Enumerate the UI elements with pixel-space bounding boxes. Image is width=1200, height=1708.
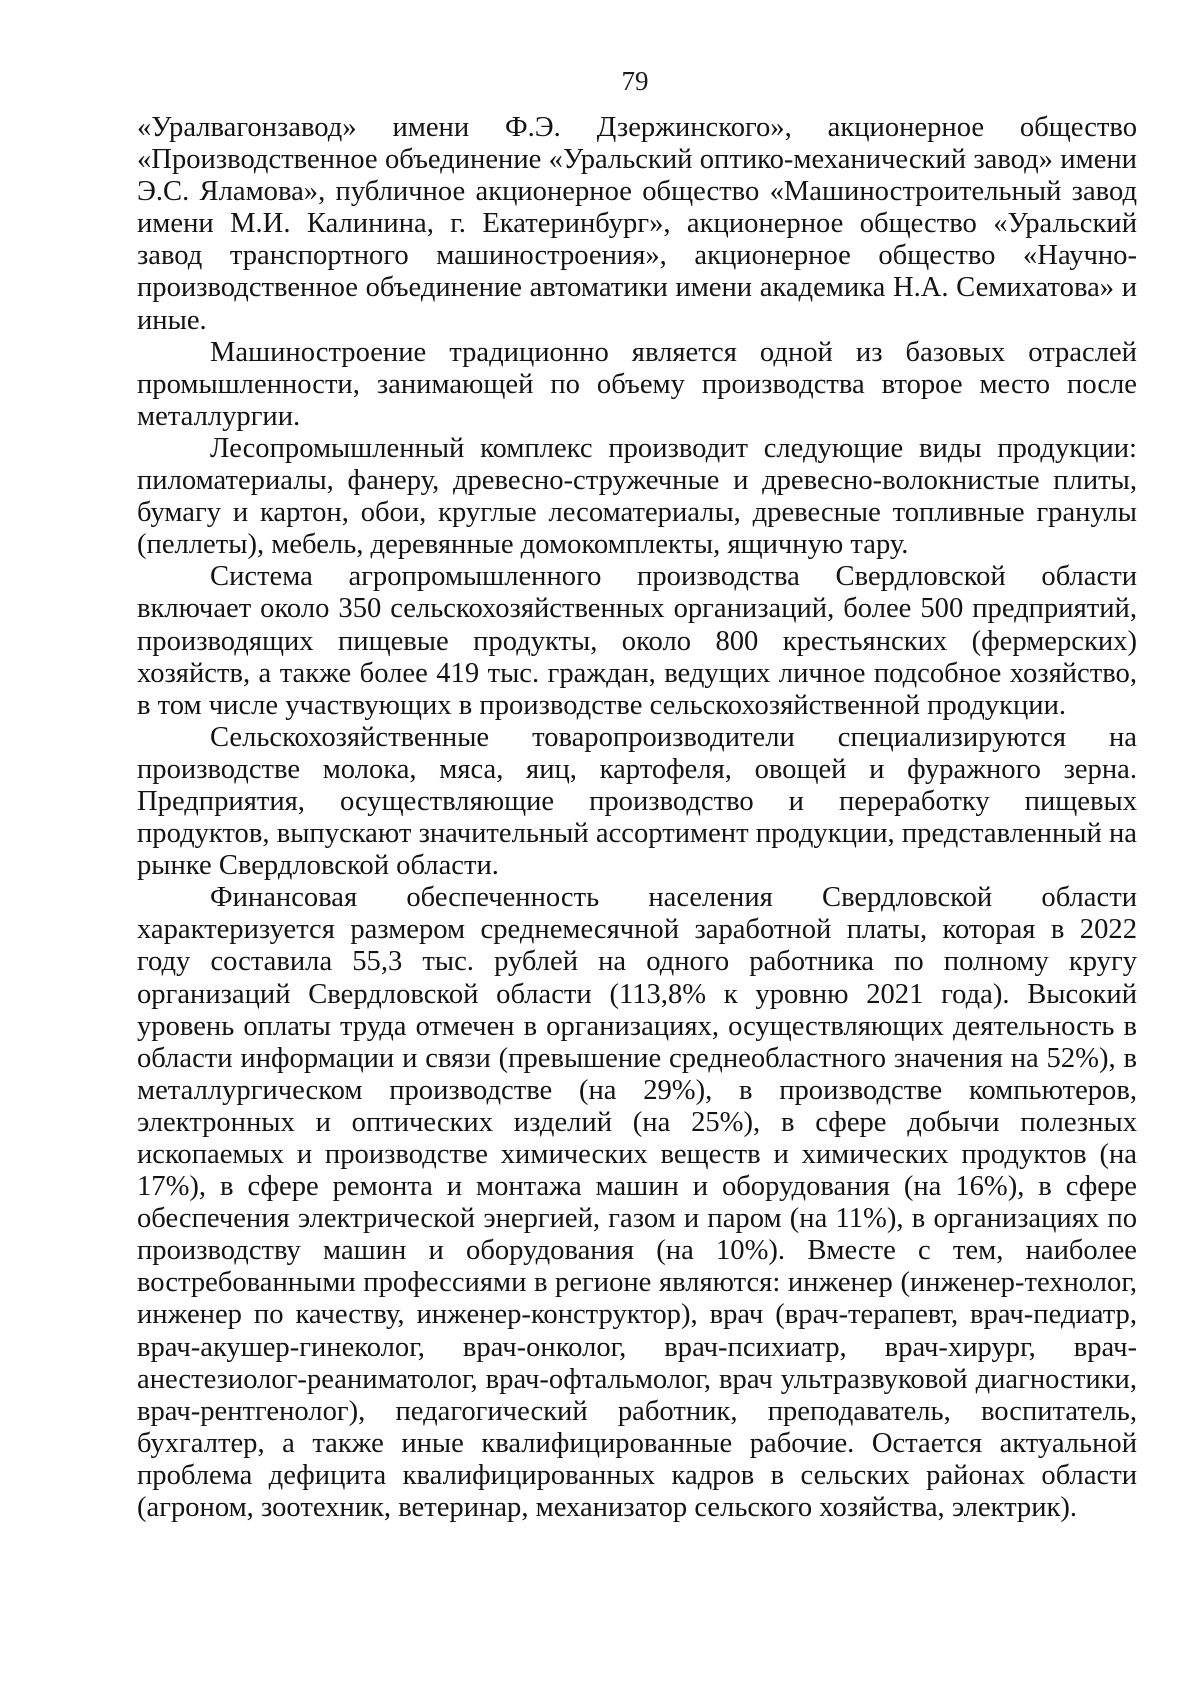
paragraph-agro-industry: Система агропромышленного производства Свердловской области включает около 350 сельскохозяйственных организаций, более 500 предприятий, производящих пищевые продукты, около 800 крестьянских (фермерских) хозяйств, а также более 419 тыс. граждан, ведущих личное подсобное хозяйство, в том числе участвующих в производстве сельскохозяйственной продукции. xyxy=(137,561,1137,721)
paragraph-agricultural-producers: Сельскохозяйственные товаропроизводители специализируются на производстве молока, мяса, яиц, картофеля, овощей и фуражного зерна. Предприятия, осуществляющие производство и переработку пищевых продуктов, выпускают значительный ассортимент продукции, представленный на рынке Свердловской области. xyxy=(137,721,1137,882)
paragraph-enterprises-list: «Уралвагонзавод» имени Ф.Э. Дзержинского», акционерное общество «Производственное объединение «Уральский оптико-механический завод» имени Э.С. Яламова», публичное акционерное общество «Машиностроительный завод имени М.И. Калинина, г. Екатеринбург», акционерное общество «Уральский завод транспортного машиностроения», акционерное общество «Научно-производственное объединение автоматики имени академика Н.А. Семихатова» и иные. xyxy=(137,112,1137,336)
document-body xyxy=(137,112,1137,1524)
paragraph-financial-security: Финансовая обеспеченность населения Свердловской области характеризуется размером среднемесячной заработной платы, которая в 2022 году составила 55,3 тыс. рублей на одного работника по полному кругу организаций Свердловской области (113,8% к уровню 2021 года). Высокий уровень оплаты труда отмечен в организациях, осуществляющих деятельность в области информации и связи (превышение среднеобластного значения на 52%), в металлургическом производстве (на 29%), в производстве компьютеров, электронных и оптических изделий (на 25%), в сфере добычи полезных ископаемых и производстве химических веществ и химических продуктов (на 17%), в сфере ремонта и монтажа машин и оборудования (на 16%), в сфере обеспечения электрической энергией, газом и паром (на 11%), в организациях по производству машин и оборудования (на 10%). Вместе с тем, наиболее востребованными профессиями в регионе являются: инженер (инженер-технолог, инженер по качеству, инженер-конструктор), врач (врач-терапевт, врач-педиатр, врач-акушер-гинеколог, врач-онколог, врач-психиатр, врач-хирург, врач-анестезиолог-реаниматолог, врач-офтальмолог, врач ультразвуковой диагностики, врач-рентгенолог), педагогический работник, преподаватель, воспитатель, бухгалтер, а также иные квалифицированные рабочие. Остается актуальной проблема дефицита квалифицированных кадров в сельских районах области (агроном, зоотехник, ветеринар, механизатор сельского хозяйства, электрик). xyxy=(137,882,1137,1524)
paragraph-machine-building: Машиностроение традиционно является одной из базовых отраслей промышленности, занимающей по объему производства второе место после металлургии. xyxy=(137,336,1137,432)
paragraph-timber-industry: Лесопромышленный комплекс производит следующие виды продукции: пиломатериалы, фанеру, древесно-стружечные и древесно-волокнистые плиты, бумагу и картон, обои, круглые лесоматериалы, древесные топливные гранулы (пеллеты), мебель, деревянные домокомплекты, ящичную тару. xyxy=(137,432,1137,561)
page-number: 79 xyxy=(621,66,649,96)
